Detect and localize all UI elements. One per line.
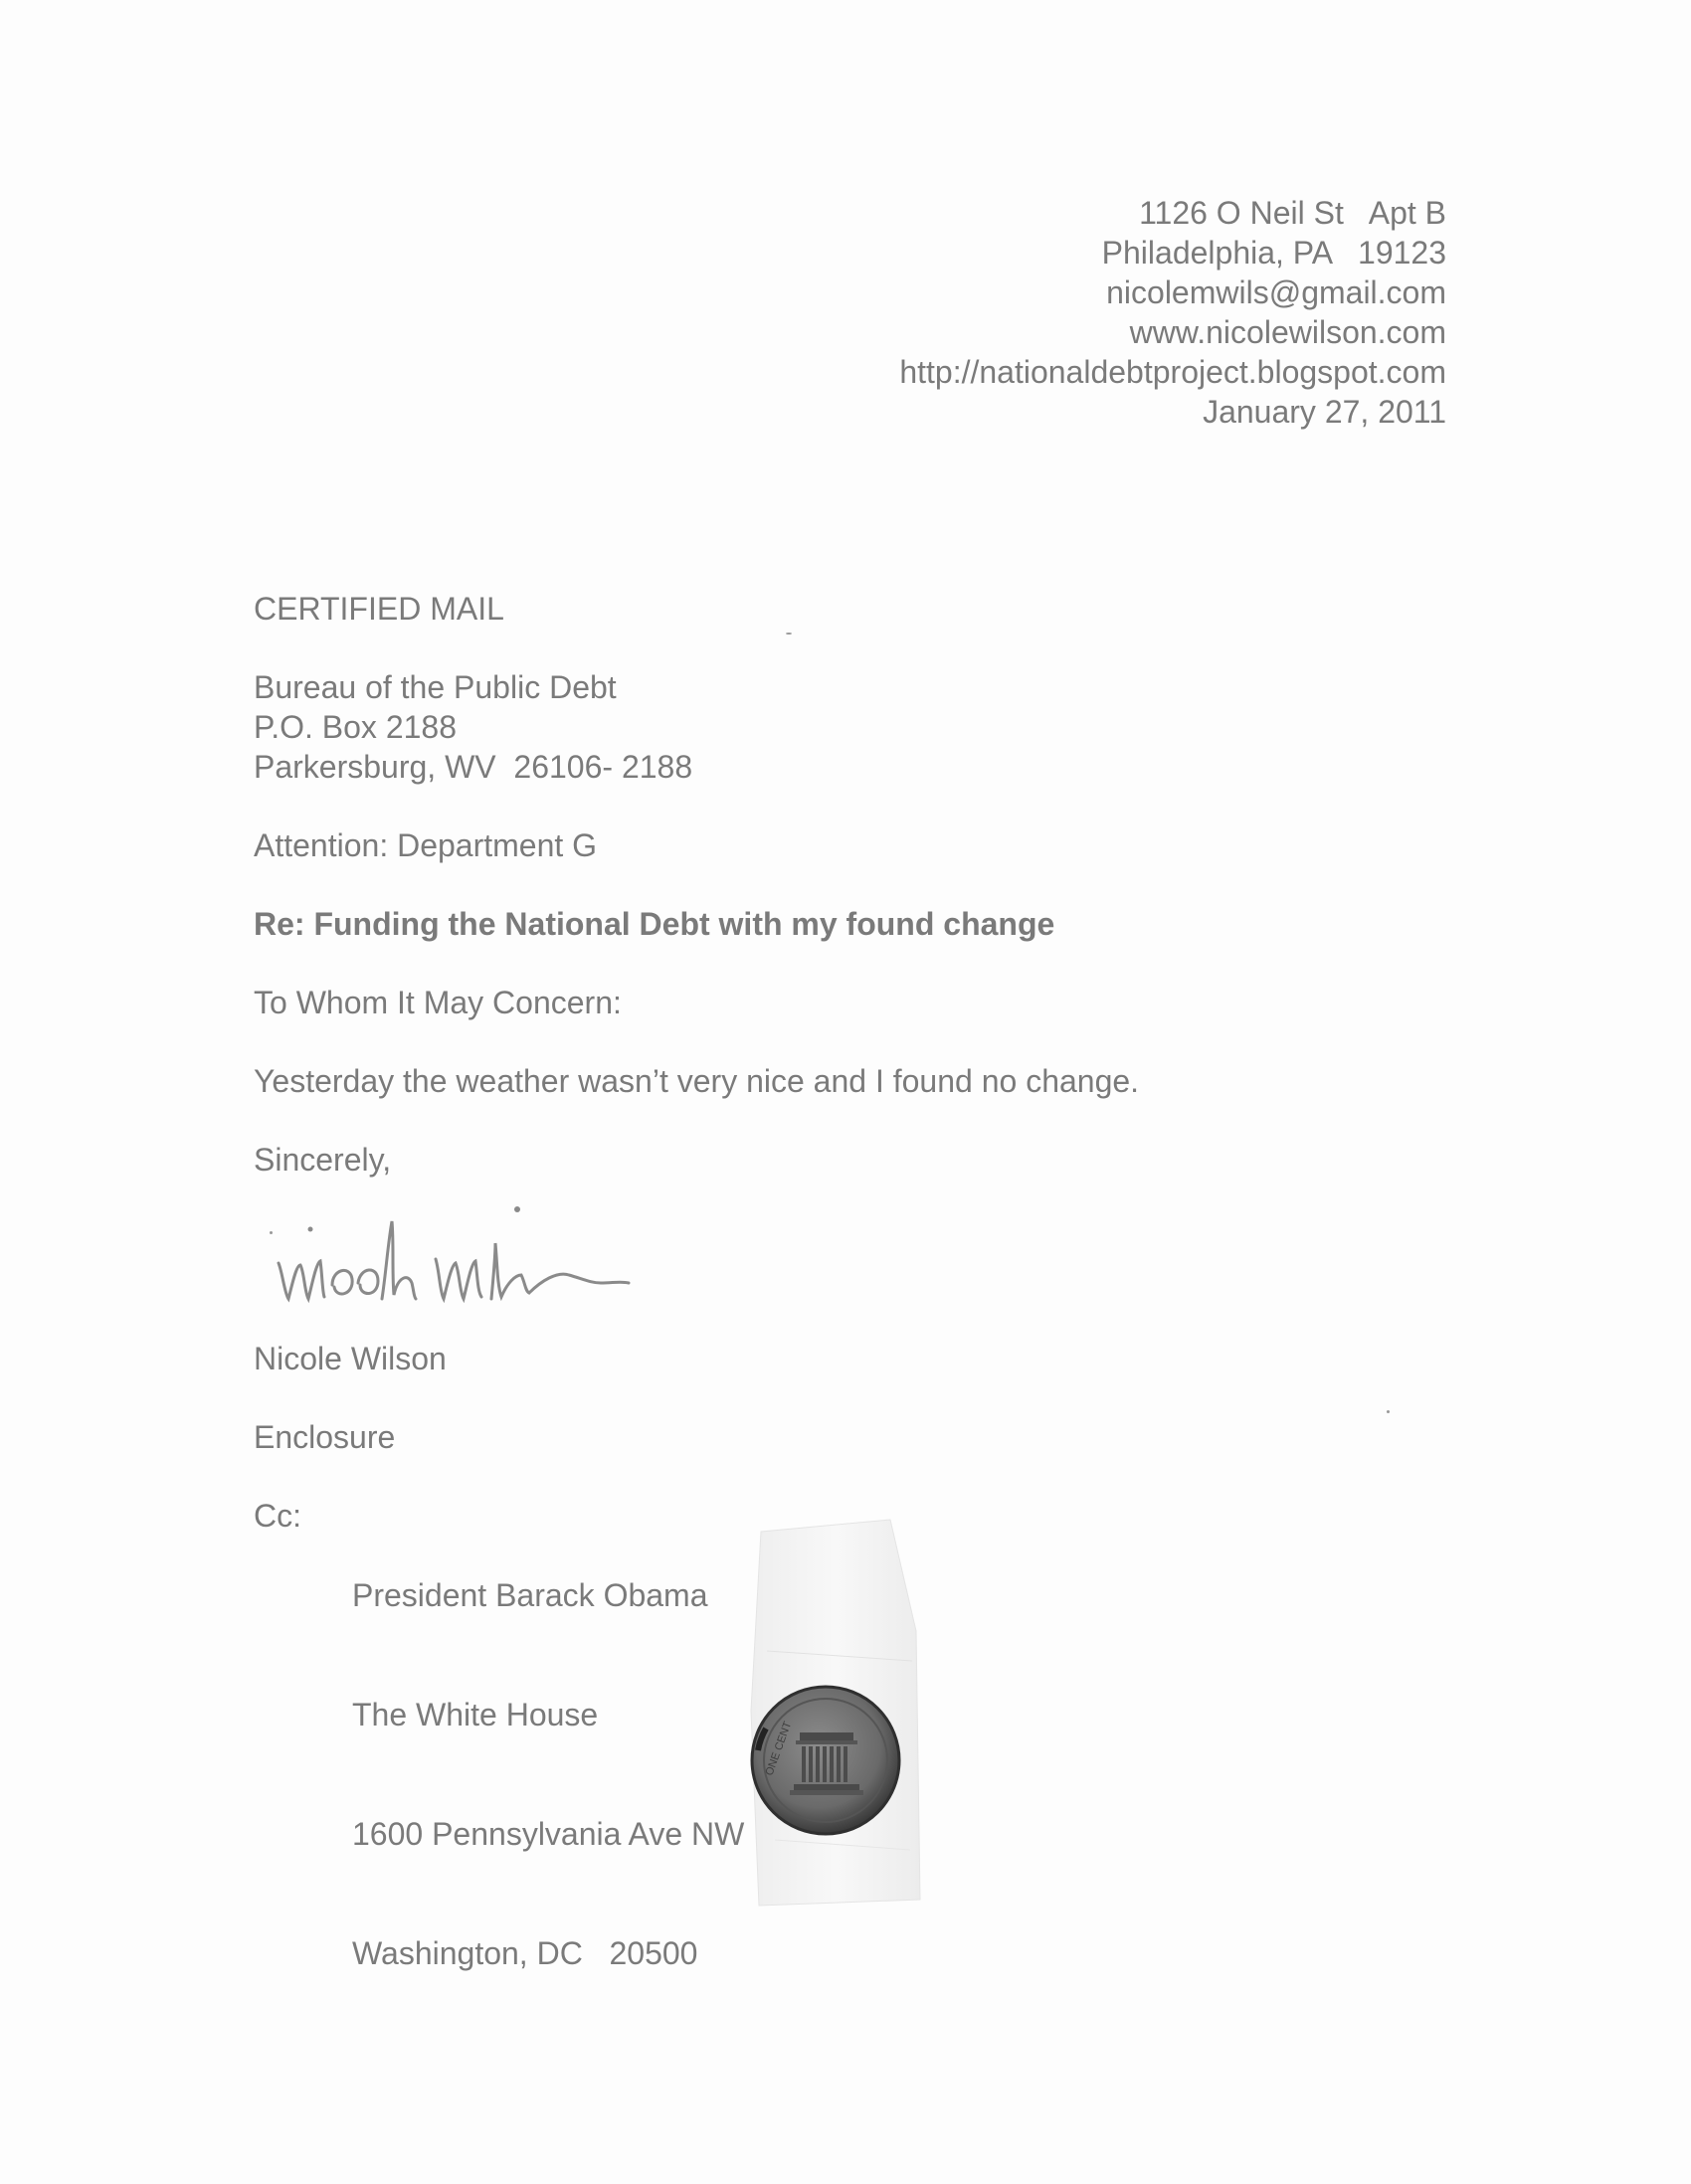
- letter-body: Yesterday the weather wasn’t very nice and I found no change.: [254, 1063, 1140, 1099]
- signer-name: Nicole Wilson: [254, 1341, 447, 1376]
- penny-legend: ONE CENT: [763, 1720, 795, 1778]
- enclosure-label: Enclosure: [254, 1419, 396, 1455]
- cc-line: 1600 Pennsylvania Ave NW: [352, 1816, 745, 1852]
- scan-speck: [786, 633, 792, 635]
- attention-line: Attention: Department G: [254, 827, 598, 863]
- sender-email: nicolemwils@gmail.com: [1106, 274, 1446, 310]
- sender-city: Philadelphia, PA 19123: [1101, 235, 1446, 271]
- recipient-name: Bureau of the Public Debt: [254, 669, 617, 705]
- letter-date: January 27, 2011: [1203, 394, 1446, 430]
- subject-line: Re: Funding the National Debt with my found change: [254, 906, 1055, 942]
- sender-website: www.nicolewilson.com: [1129, 314, 1446, 350]
- recipient-city: Parkersburg, WV 26106- 2188: [254, 749, 693, 785]
- closing: Sincerely,: [254, 1142, 392, 1178]
- handwritten-signature: [271, 1203, 688, 1313]
- sender-address-block: [899, 193, 1446, 432]
- cc-line: Washington, DC 20500: [352, 1935, 698, 1971]
- salutation: To Whom It May Concern:: [254, 985, 622, 1020]
- sender-blog: http://nationaldebtproject.blogspot.com: [899, 354, 1446, 390]
- cc-line: President Barack Obama: [352, 1577, 708, 1613]
- cc-label: Cc:: [254, 1498, 301, 1534]
- cc-recipient-lines: [352, 1496, 744, 2053]
- scan-speck: [1387, 1410, 1390, 1413]
- sender-street: 1126 O Neil St Apt B: [1139, 195, 1446, 231]
- delivery-method: CERTIFIED MAIL: [254, 591, 504, 627]
- cc-line: The White House: [352, 1697, 599, 1732]
- penny-coin: [746, 1681, 905, 1840]
- scan-speck: [270, 1231, 273, 1234]
- recipient-po-box: P.O. Box 2188: [254, 709, 457, 745]
